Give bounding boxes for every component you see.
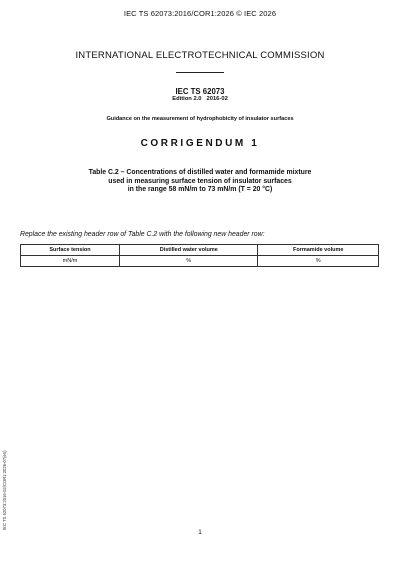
page-number: 1 <box>198 529 202 536</box>
table-caption-line-3: in the range 58 mN/m to 73 mN/m (T = 20 °C) <box>127 186 273 193</box>
edition-label: Edition 2.0 <box>172 96 202 102</box>
standard-title: Guidance on the measurement of hydrophobicity of insulator surfaces <box>106 116 294 122</box>
title-divider <box>176 72 224 73</box>
table-caption <box>0 169 400 195</box>
column-surface-tension: Surface tension <box>21 245 120 256</box>
corrigendum-heading: CORRIGENDUM 1 <box>140 138 260 149</box>
table-header-row <box>21 245 379 256</box>
header-row-table <box>20 244 379 267</box>
column-formamide-volume: Formamide volume <box>258 245 379 256</box>
edition-line <box>0 96 400 102</box>
standard-number: IEC TS 62073 <box>175 87 225 96</box>
table-units-row <box>21 256 379 267</box>
organization-name: INTERNATIONAL ELECTROTECHNICAL COMMISSION <box>75 50 325 61</box>
unit-distilled-water: % <box>120 256 258 267</box>
table-caption-line-2: used in measuring surface tension of insulator surfaces <box>108 177 292 185</box>
edition-date: 2016-02 <box>206 96 228 102</box>
instruction-text: Replace the existing header row of Table C.2 with the following new header row: <box>20 231 265 238</box>
column-distilled-water-volume: Distilled water volume <box>120 245 258 256</box>
unit-formamide: % <box>258 256 379 267</box>
document-side-code: IEC TS 62073:2016-02/COR1:2026-07(en) <box>2 450 7 530</box>
unit-surface-tension: mN/m <box>21 256 120 267</box>
header-reference: IEC TS 62073:2016/COR1:2026 © IEC 2026 <box>123 9 277 18</box>
table-caption-line-1: Table C.2 – Concentrations of distilled water and formamide mixture <box>88 169 312 176</box>
